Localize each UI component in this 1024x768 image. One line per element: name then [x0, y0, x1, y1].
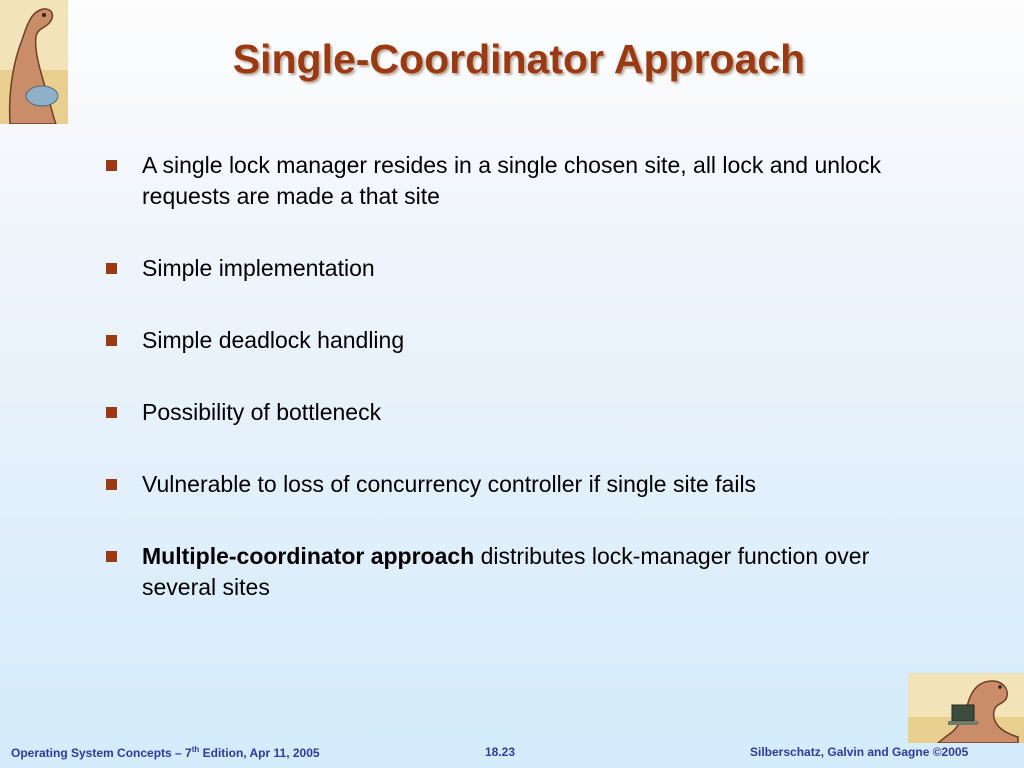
- bullet-text: Simple implementation: [142, 255, 375, 281]
- bullet-square-icon: [106, 335, 117, 346]
- footer-superscript: th: [191, 745, 200, 754]
- bullet-text: Possibility of bottleneck: [142, 399, 382, 425]
- bullet-text: Simple deadlock handling: [142, 327, 405, 353]
- footer-slide-number: 18.23: [485, 745, 516, 759]
- bullet-bold-text: Multiple-coordinator approach: [142, 543, 475, 569]
- footer-edition-date: Edition, Apr 11, 2005: [199, 746, 320, 760]
- footer-book-title: [11, 745, 320, 760]
- bullet-item: [104, 397, 904, 428]
- bullet-list: [104, 150, 904, 644]
- bullet-item: [104, 541, 904, 603]
- bullet-square-icon: [106, 263, 117, 274]
- bullet-square-icon: [106, 407, 117, 418]
- bullet-item: [104, 325, 904, 356]
- bullet-text: distributes lock-manager function over several sites: [142, 543, 870, 600]
- bullet-item: [104, 150, 904, 212]
- footer-copyright: Silberschatz, Galvin and Gagne ©2005: [750, 745, 969, 759]
- bullet-square-icon: [106, 160, 117, 171]
- bullet-text: Vulnerable to loss of concurrency controller if single site fails: [142, 471, 757, 497]
- bullet-square-icon: [106, 479, 117, 490]
- footer-book-title-text: Operating System Concepts – 7: [11, 746, 192, 760]
- slide-title: Single-Coordinator Approach: [232, 36, 806, 82]
- bullet-text: A single lock manager resides in a single chosen site, all lock and unlock requests are made a that site: [142, 152, 881, 209]
- bullet-item: [104, 469, 904, 500]
- bullet-item: [104, 253, 904, 284]
- dinosaur-laptop-logo-icon: [908, 673, 1024, 743]
- bullet-square-icon: [106, 551, 117, 562]
